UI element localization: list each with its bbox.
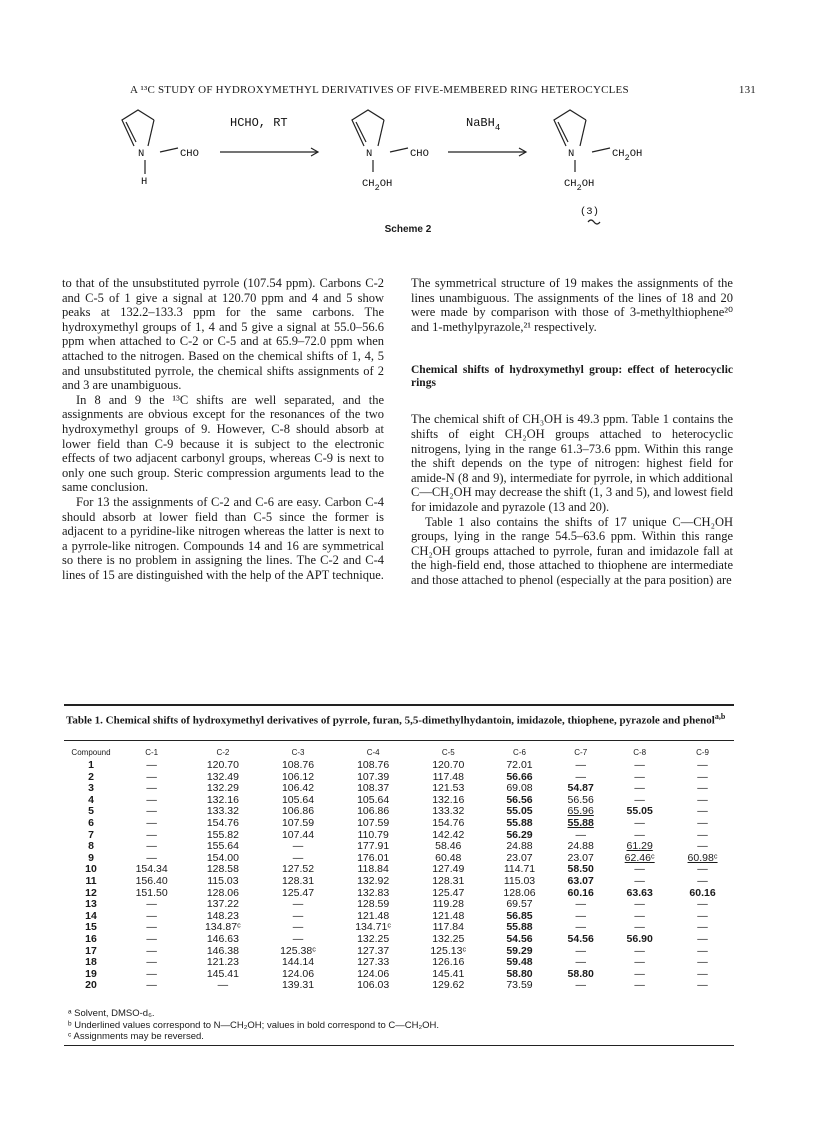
table-cell: 121.48	[432, 909, 465, 922]
column-header-c-1: C-1	[145, 747, 159, 757]
compound-number: 20	[85, 979, 97, 992]
table-bottom-rule	[64, 1045, 734, 1046]
compound-number: 10	[85, 863, 97, 876]
table-cell: —	[634, 967, 645, 980]
table-cell: 108.37	[357, 782, 390, 795]
column-header-c-7: C-7	[574, 747, 588, 757]
n-ch2oh-2: $CH_2OH$	[362, 178, 393, 193]
table-cell: 127.33	[357, 956, 390, 969]
table-cell: 151.50	[135, 886, 168, 899]
table-cell: —	[634, 909, 645, 922]
column-header-c-6: C-6	[513, 747, 526, 757]
table-cell: —	[575, 770, 586, 783]
table-cell: 58.80	[567, 967, 594, 980]
table-cell: —	[634, 828, 645, 841]
table-cell: 108.76	[281, 759, 315, 771]
table-cell: 128.59	[357, 898, 390, 911]
table-cell: 148.23	[206, 909, 239, 922]
table-cell: 146.63	[206, 932, 239, 945]
table-cell: 61.29	[626, 840, 653, 853]
section-heading: Chemical shifts of hydroxymethyl group: effect of heterocyclic rings	[411, 364, 733, 390]
table-cell: —	[697, 944, 708, 957]
compound-number: 19	[85, 967, 97, 980]
table-cell: 132.83	[357, 886, 390, 899]
compound-number: 17	[85, 944, 97, 957]
table-cell: 59.48	[506, 956, 533, 969]
compound-number: 15	[85, 921, 97, 934]
table-top-rule	[64, 704, 734, 706]
compound-label-3: (3)	[580, 206, 599, 218]
table-cell: 132.49	[206, 770, 239, 783]
table-cell: —	[697, 770, 708, 783]
table-cell: —	[697, 956, 708, 969]
table-cell: 72.01	[506, 759, 533, 771]
footnote-a: ᵃ Solvent, DMSO-d₆.	[68, 1008, 155, 1019]
table-cell: 134.71ᶜ	[355, 921, 392, 934]
table-cell: 128.06	[206, 886, 239, 899]
table-cell: 55.88	[506, 921, 533, 934]
table-cell: 60.48	[435, 851, 462, 864]
table-cell: 23.07	[506, 851, 533, 864]
table-cell: 127.52	[281, 863, 315, 876]
scheme-caption: Scheme 2	[384, 224, 432, 235]
table-cell: 155.82	[206, 828, 239, 841]
table-cell: —	[146, 782, 157, 795]
table-cell: —	[575, 909, 586, 922]
table-cell: —	[217, 979, 229, 992]
table-cell: 108.76	[357, 759, 390, 771]
table-cell: 128.58	[206, 863, 239, 876]
table-cell: 121.48	[357, 909, 390, 922]
table-cell: —	[697, 874, 708, 887]
left-column	[62, 276, 384, 582]
table-cell: —	[575, 921, 586, 934]
table-cell: 128.06	[503, 886, 536, 899]
table-cell: 56.85	[506, 909, 533, 922]
table-cell: —	[697, 782, 708, 795]
table-cell: —	[634, 956, 645, 969]
compound-number: 11	[85, 874, 97, 887]
table-cell: —	[697, 863, 708, 876]
table-cell: 121.23	[206, 956, 239, 969]
table-cell: —	[697, 805, 708, 818]
table-header-rule	[64, 740, 734, 741]
table-cell: —	[634, 921, 645, 934]
table-cell: —	[292, 840, 304, 853]
compound-number: 7	[88, 828, 94, 841]
table-cell: 115.03	[503, 874, 536, 887]
compound-number: 16	[85, 932, 97, 945]
table-row	[64, 818, 734, 830]
table-cell: —	[697, 759, 708, 771]
compound-number: 9	[88, 851, 94, 864]
left-paragraph-2: In 8 and 9 the ¹³C shifts are well separated, and the assignments are obvious except for the resonances of the two hydroxymethyl groups of 9. However, C-8 should absorb at lower field than C-9 because it is subject to the electronic effects of two adjacent carbonyl groups, whereas C-9 is next to only one such group. Steric compression arguments lead to the same conclusion.	[62, 392, 384, 495]
table-cell: —	[697, 921, 708, 934]
table-cell: 125.47	[281, 886, 315, 899]
table-cell: —	[697, 840, 708, 853]
table-cell: 106.86	[281, 805, 315, 818]
table-cell: 132.29	[206, 782, 239, 795]
table-cell: 62.46ᶜ	[624, 851, 655, 864]
table-cell: 59.29	[506, 944, 533, 957]
table-cell: 55.88	[567, 816, 594, 829]
reagent-nabh4: NaBH$_4$	[466, 116, 501, 133]
table-cell: 106.86	[357, 805, 390, 818]
table-cell: 139.31	[281, 979, 315, 992]
table-cell: 54.56	[506, 932, 533, 945]
table-cell: 133.32	[206, 805, 239, 818]
table-cell: 125.47	[432, 886, 465, 899]
table-cell: —	[575, 828, 586, 841]
table-cell: —	[146, 944, 157, 957]
table-header-row	[64, 744, 734, 760]
table-cell: —	[697, 979, 708, 992]
table-cell: 106.03	[357, 979, 390, 992]
table-cell: 124.06	[357, 967, 390, 980]
table-cell: 156.40	[135, 874, 168, 887]
table-cell: 119.28	[432, 898, 464, 911]
compound-number: 14	[85, 909, 97, 922]
nitrogen-2: N	[366, 148, 373, 160]
table-cell: 56.66	[506, 770, 533, 783]
table-cell: —	[634, 874, 645, 887]
table-row	[64, 899, 734, 911]
table-cell: 133.32	[432, 805, 465, 818]
table-cell: 132.25	[357, 932, 390, 945]
table-cell: —	[634, 793, 645, 806]
table-cell: 58.80	[506, 967, 533, 980]
table-cell: 110.79	[357, 828, 389, 841]
table-cell: —	[697, 967, 708, 980]
table-cell: —	[146, 816, 157, 829]
table-cell: 105.64	[357, 793, 390, 806]
table-cell: —	[292, 921, 304, 934]
n-hydrogen: H	[141, 176, 148, 188]
table-cell: 144.14	[281, 956, 315, 969]
table-cell: —	[146, 770, 157, 783]
table-cell: 132.16	[206, 793, 239, 806]
table-cell: 107.59	[281, 816, 315, 829]
table-cell: 124.06	[281, 967, 315, 980]
table-cell: —	[146, 759, 157, 771]
c-ch2oh-3: $CH_2OH$	[612, 148, 643, 163]
table-cell: 58.50	[567, 863, 594, 876]
page-number: 131	[738, 84, 756, 96]
table-cell: —	[575, 759, 586, 771]
cho-group-1: CHO	[180, 148, 199, 160]
table-cell: 106.12	[281, 770, 315, 783]
reaction-scheme	[100, 104, 720, 234]
compound-number: 2	[88, 770, 94, 783]
table-cell: —	[575, 956, 586, 969]
table-cell: —	[146, 956, 157, 969]
compound-number: 4	[88, 793, 94, 806]
table-cell: 132.92	[357, 874, 390, 887]
table-cell: —	[634, 944, 645, 957]
table-caption: Table 1. Chemical shifts of hydroxymethyl derivatives of pyrrole, furan, 5,5-dimethylhydantoin, imidazole, thiophene, pyrazole and phenol$^{a,b}$	[66, 712, 726, 727]
table-cell: 125.13ᶜ	[430, 944, 467, 957]
table-cell: 107.59	[357, 816, 390, 829]
n-ch2oh-3: $CH_2OH$	[564, 178, 595, 193]
table-cell: 128.31	[432, 874, 465, 887]
table-row	[64, 841, 734, 853]
compound-number: 13	[85, 898, 97, 911]
table-cell: 128.31	[281, 874, 315, 887]
table-cell: 69.57	[506, 898, 533, 911]
table-cell: 114.71	[503, 863, 536, 876]
cho-group-2: CHO	[410, 148, 429, 160]
table-cell: —	[575, 979, 586, 992]
column-header-c-5: C-5	[441, 747, 455, 757]
table-cell: —	[634, 759, 645, 771]
table-row	[64, 876, 734, 888]
table-cell: —	[634, 898, 645, 911]
column-header-c-9: C-9	[696, 747, 709, 757]
table-cell: 107.39	[357, 770, 390, 783]
table-cell: 121.53	[432, 782, 465, 795]
table-cell: 105.64	[281, 793, 315, 806]
table-cell: 107.44	[281, 828, 315, 841]
table-cell: 132.25	[432, 932, 465, 945]
table-cell: 106.42	[281, 782, 315, 795]
table-cell: 154.00	[206, 851, 239, 864]
table-cell: 118.84	[357, 863, 389, 876]
table-cell: —	[575, 944, 586, 957]
right-paragraph-1: The symmetrical structure of 19 makes the assignments of the lines unambiguous. The assignments of the lines of 18 and 20 were made by comparison with those of 3-methylthiophene²⁰ and 1-methylpyrazole,²¹ respectively.	[411, 276, 733, 334]
table-cell: 132.16	[432, 793, 465, 806]
table-cell: —	[146, 828, 157, 841]
table-cell: 134.87ᶜ	[204, 921, 241, 934]
table-cell: —	[146, 979, 157, 992]
table-cell: —	[292, 909, 304, 922]
table-cell: —	[634, 770, 645, 783]
table-cell: 56.56	[506, 793, 533, 806]
table-cell: 155.64	[206, 840, 239, 853]
table-cell: 117.84	[432, 921, 464, 934]
compound-number: 5	[88, 805, 94, 818]
table-cell: —	[292, 851, 304, 864]
table-cell: 60.16	[567, 886, 594, 899]
table-cell: 146.38	[206, 944, 239, 957]
table-cell: —	[697, 932, 708, 945]
table-cell: —	[634, 979, 645, 992]
table-cell: 24.88	[506, 840, 533, 853]
table-cell: 54.87	[567, 782, 594, 795]
table-cell: 127.49	[432, 863, 465, 876]
compound-number: 6	[88, 816, 94, 829]
table-row	[64, 957, 734, 969]
footnote-c: ᶜ Assignments may be reversed.	[68, 1031, 204, 1042]
table-cell: 115.03	[207, 874, 239, 887]
table-cell: —	[697, 909, 708, 922]
compound-number: 1	[88, 759, 94, 771]
shifts-table	[64, 744, 734, 992]
table-cell: 176.01	[357, 851, 390, 864]
table-cell: 73.59	[506, 979, 533, 992]
reagent-hcho: HCHO, RT	[230, 116, 288, 130]
running-title: A ¹³C STUDY OF HYDROXYMETHYL DERIVATIVES OF FIVE-MEMBERED RING HETEROCYCLES	[130, 84, 629, 96]
table-cell: 142.42	[432, 828, 465, 841]
table-cell: —	[697, 828, 708, 841]
table-cell: 55.88	[506, 816, 533, 829]
table-cell: 137.22	[206, 898, 239, 911]
compound-number: 8	[88, 840, 94, 853]
table-cell: 56.29	[506, 828, 533, 841]
table-cell: —	[634, 816, 645, 829]
left-paragraph-3: For 13 the assignments of C-2 and C-6 are easy. Carbon C-4 should absorb at lower field than C-5 since the former is adjacent to a pyridine-like nitrogen whereas the latter is next to a pyrrole-like nitrogen. Compounds 14 and 16 are symmetrical so there is no problem in assigning the lines. The C-2 and C-4 lines of 15 are distinguished with the help of the APT technique.	[62, 494, 384, 582]
table-cell: 63.63	[626, 886, 653, 899]
column-header-c-3: C-3	[291, 747, 305, 757]
table-cell: 154.76	[432, 816, 465, 829]
column-header-compound: Compound	[71, 747, 111, 757]
table-row	[64, 760, 734, 772]
table-cell: 23.07	[567, 851, 594, 864]
table-cell: 177.91	[357, 840, 390, 853]
column-header-c-4: C-4	[366, 747, 380, 757]
table-cell: 154.34	[135, 863, 168, 876]
table-cell: 63.07	[567, 874, 594, 887]
table-cell: —	[292, 932, 304, 945]
compound-number: 18	[85, 956, 97, 969]
table-row	[64, 934, 734, 946]
table-cell: —	[146, 851, 157, 864]
right-paragraph-3: Table 1 also contains the shifts of 17 unique C—CH₂OH groups, lying in the range 54.5–63.6 ppm. Within this range CH₂OH groups attached to pyrrole, furan and imidazole fall at the high-field end, those attached to thiophene are intermediate and those attached to phenol (especially at the para position) are	[411, 514, 733, 587]
table-cell: 54.56	[567, 932, 594, 945]
table-cell: —	[146, 898, 157, 911]
footnote-b: ᵇ Underlined values correspond to N—CH₂OH; values in bold correspond to C—CH₂OH.	[68, 1019, 440, 1031]
table-cell: —	[697, 793, 708, 806]
table-cell: —	[146, 932, 157, 945]
table-cell: 56.90	[626, 932, 653, 945]
nitrogen-1: N	[138, 148, 145, 160]
table-cell: 65.96	[567, 805, 594, 818]
table-cell: —	[146, 805, 157, 818]
table-cell: —	[146, 921, 157, 934]
table-cell: 125.38ᶜ	[280, 944, 316, 957]
nitrogen-3: N	[568, 148, 575, 160]
table-cell: —	[146, 840, 157, 853]
right-paragraph-2: The chemical shift of CH₃OH is 49.3 ppm. Table 1 contains the shifts of eight CH₂OH groups attached to heterocyclic nitrogens, lying in the range 61.3–73.6 ppm. Within this range the shift depends on the type of nitrogen: highest field for amide-N (8 and 9), intermediate for pyrrole, in which additional C—CH₂OH may decrease the shift (1, 3 and 5), and lowest field for imidazole and pyrazole (13 and 20).	[411, 412, 733, 514]
right-column	[411, 276, 733, 588]
table-cell: 55.05	[626, 805, 653, 818]
table-cell: —	[146, 793, 157, 806]
table-cell: 69.08	[506, 782, 533, 795]
table-cell: 154.76	[206, 816, 239, 829]
table-cell: 129.62	[432, 979, 465, 992]
table-cell: 58.46	[435, 840, 462, 853]
table-cell: 120.70	[432, 759, 465, 771]
table-cell: 60.16	[689, 886, 716, 899]
compound-number: 3	[88, 782, 94, 795]
table-cell: —	[146, 967, 157, 980]
table-cell: 126.16	[432, 956, 465, 969]
column-header-c-2: C-2	[216, 747, 230, 757]
table-cell: —	[634, 863, 645, 876]
compound-number: 12	[85, 886, 97, 899]
table-cell: 56.56	[567, 793, 594, 806]
table-cell: 127.37	[357, 944, 390, 957]
table-cell: 145.41	[432, 967, 465, 980]
table-cell: 24.88	[567, 840, 594, 853]
column-header-c-8: C-8	[633, 747, 647, 757]
table-footnotes	[68, 1008, 439, 1043]
table-cell: —	[697, 898, 708, 911]
table-cell: —	[575, 898, 586, 911]
table-row	[64, 980, 734, 992]
table-cell: 117.48	[432, 770, 464, 783]
left-paragraph-1: to that of the unsubstituted pyrrole (107.54 ppm). Carbons C-2 and C-5 of 1 give a signal at 120.70 ppm and 4 and 5 show peaks at 132.2–133.3 ppm for the same carbons. The hydroxymethyl groups of 1, 4 and 5 give a signal at 55.0–56.6 ppm when attached to C-2 or C-5 and at 65.9–72.0 ppm when attached to the nitrogen. Based on the chemical shifts of 1, 4, 5 and unsubstituted pyrrole, the chemical shifts assignments of 2 and 3 are unambiguous.	[62, 276, 384, 393]
table-cell: —	[292, 898, 304, 911]
table-cell: —	[697, 816, 708, 829]
table-cell: 145.41	[206, 967, 239, 980]
table-cell: 120.70	[206, 759, 239, 771]
table-cell: —	[146, 909, 157, 922]
table-cell: 55.05	[506, 805, 533, 818]
table-cell: 60.98ᶜ	[687, 851, 718, 864]
table-cell: —	[634, 782, 645, 795]
